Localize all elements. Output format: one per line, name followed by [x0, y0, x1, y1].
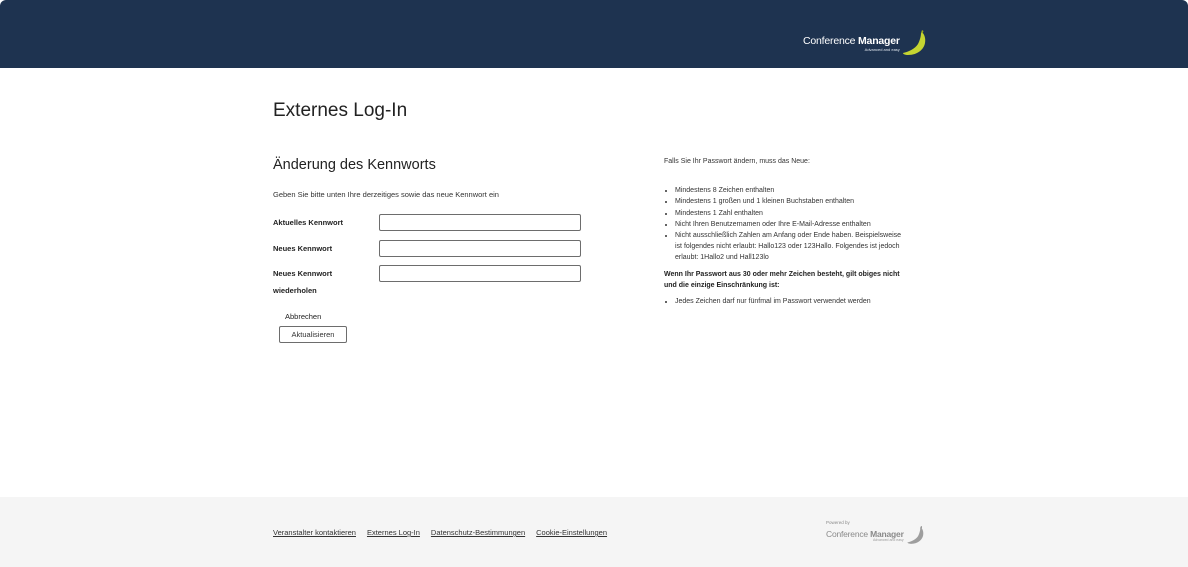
rules-list [664, 185, 904, 263]
header-bar [0, 0, 1188, 68]
footer-logo-tagline: Advanced and easy [872, 538, 904, 542]
banana-icon [902, 30, 928, 58]
password-rules [664, 156, 904, 307]
long-rules-list [664, 296, 904, 307]
repeat-password-label [273, 265, 332, 299]
footer-link-contact[interactable]: Veranstalter kontaktieren [273, 528, 356, 537]
cancel-link[interactable]: Abbrechen [285, 312, 322, 321]
footer-link-external-login[interactable]: Externes Log-In [366, 528, 420, 537]
page-title: Externes Log-In [273, 100, 408, 121]
powered-by-label: Powered by [826, 520, 850, 525]
section-title: Änderung des Kennworts [273, 157, 436, 173]
footer-link-privacy[interactable]: Datenschutz-Bestimmungen [430, 528, 526, 537]
footer-link-cookies[interactable]: Cookie-Einstellungen [536, 528, 608, 537]
rule-item: • Mindestens 8 Zeichen enthalten [675, 185, 904, 196]
footer-logo-word-2: Manager [870, 528, 904, 539]
new-password-label: Neues Kennwort [273, 244, 333, 253]
long-rule-item: • Jedes Zeichen darf nur fünfmal im Passwort verwendet werden [675, 296, 904, 307]
current-password-label: Aktuelles Kennwort [273, 218, 344, 227]
rule-item: • Nicht Ihren Benutzernamen oder Ihre E-Mail-Adresse enthalten [675, 219, 904, 230]
rule-item: • Nicht ausschließlich Zahlen am Anfang oder Ende haben. Beispielsweise ist folgendes nicht erlaubt: Hallo123 oder 123Hallo. Folgendes ist jedoch erlaubt: 1Hallo2 und Hall123lo [675, 230, 904, 264]
repeat-password-label-line-2: wiederholen [273, 286, 317, 295]
footer-links [273, 528, 607, 537]
rule-item: • Mindestens 1 Zahl enthalten [675, 208, 904, 219]
update-button[interactable]: Aktualisieren [279, 326, 347, 343]
logo-word-2: Manager [858, 35, 900, 48]
long-password-note: Wenn Ihr Passwort aus 30 oder mehr Zeichen besteht, gilt obiges nicht und die einzige Einschränkung ist: [664, 270, 900, 289]
logo-tagline: Advanced and easy [864, 46, 900, 52]
repeat-password-label-line-1: Neues Kennwort [273, 269, 333, 278]
footer-logo[interactable] [826, 526, 926, 546]
current-password-input[interactable] [379, 214, 581, 231]
footer-logo-word-1: Conference [826, 528, 868, 539]
rule-item: • Mindestens 1 großen und 1 kleinen Buchstaben enthalten [675, 196, 904, 207]
logo-word-1: Conference [803, 35, 856, 48]
conference-manager-logo[interactable] [803, 30, 928, 58]
banana-icon [906, 526, 926, 546]
intro-text: Geben Sie bitte unten Ihre derzeitiges sowie das neue Kennwort ein [273, 190, 499, 199]
new-password-input[interactable] [379, 240, 581, 257]
rules-lead: Falls Sie Ihr Passwort ändern, muss das Neue: [664, 158, 810, 165]
repeat-password-input[interactable] [379, 265, 581, 282]
